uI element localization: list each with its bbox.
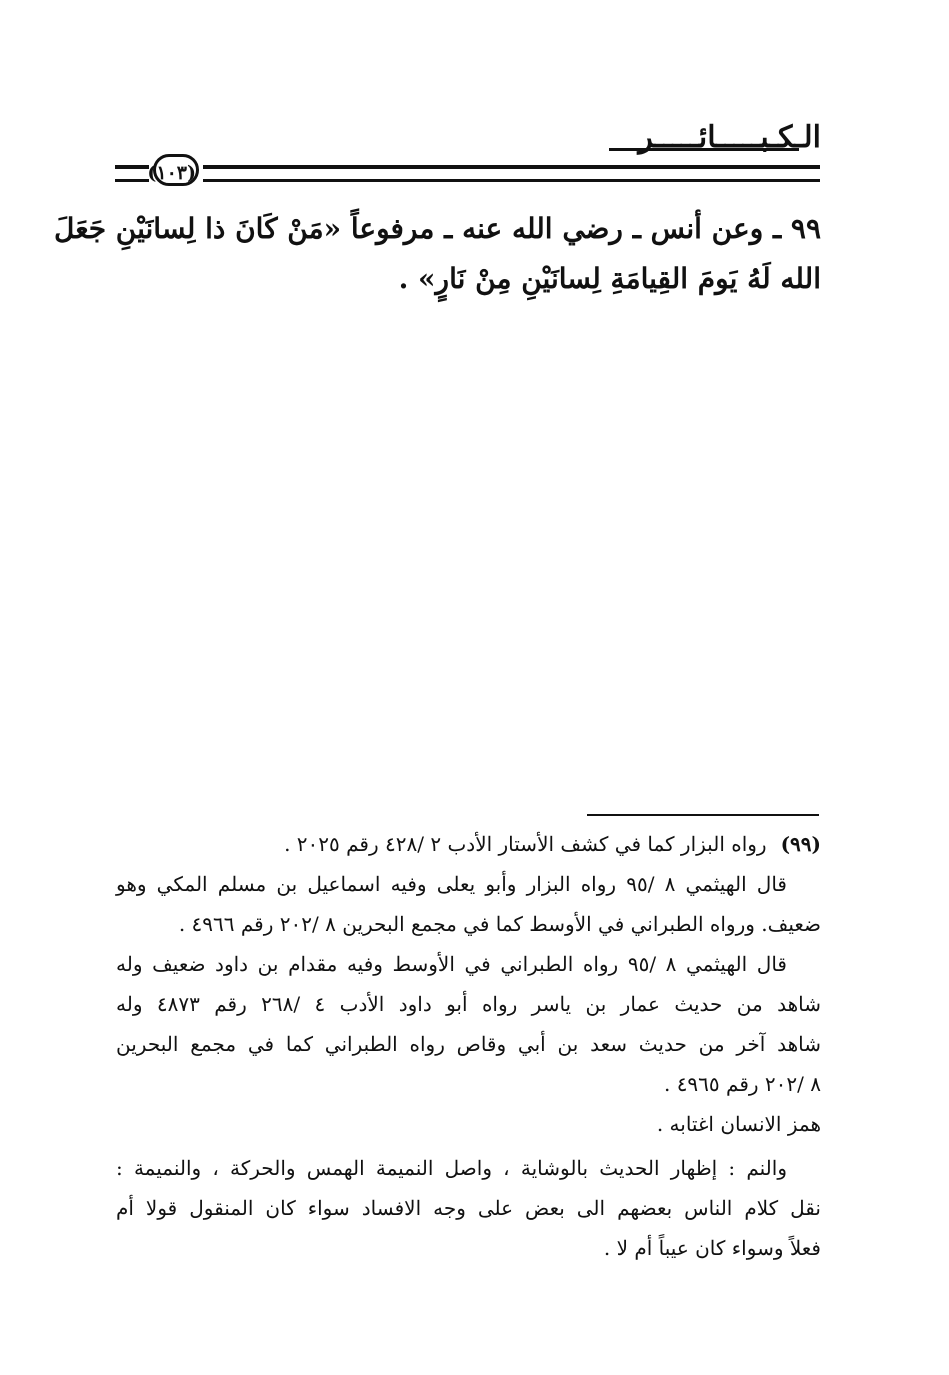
footnote-line-5: شاهد من حديث عمار بن ياسر رواه أبو داود الأدب ٤ /٢٦٨ رقم ٤٨٧٣ وله <box>116 992 821 1016</box>
footnote-line-8: همز الانسان اغتابه . <box>656 1112 821 1136</box>
header-rule-right <box>203 165 820 182</box>
footnote-separator <box>587 814 819 816</box>
footnote-line-10: نقل كلام الناس بعضهم الى بعض على وجه الافساد سواء كان المنقول قولا أم <box>116 1196 821 1220</box>
footnote-line-3: ضعيف. ورواه الطبراني في الأوسط كما في مجمع البحرين ٨ /٢٠٢ رقم ٤٩٦٦ . <box>178 912 821 936</box>
footnote-line-9: والنم : إظهار الحديث بالوشاية ، واصل النميمة الهمس والحركة ، والنميمة : <box>116 1156 787 1180</box>
footnote-ref: (٩٩) <box>780 832 821 856</box>
hadith-text <box>53 204 821 304</box>
footnotes <box>116 824 821 1268</box>
footnote-text: رواه البزار كما في كشف الأستار الأدب ٢ /٤٢٨ رقم ٢٠٢٥ . <box>284 832 767 856</box>
hadith-line-2: الله لَهُ يَومَ القِيامَةِ لِسانَيْنِ مِنْ نَارٍ» . <box>398 262 821 295</box>
page-number: (١٠٣) <box>153 154 199 186</box>
footnote-line-1 <box>116 824 821 864</box>
footnote-line-4: قال الهيثمي ٨ /٩٥ رواه الطبراني في الأوسط وفيه مقدام بن داود ضعيف وله <box>116 952 787 976</box>
header-rule <box>115 160 820 184</box>
footnote-line-7: ٨ /٢٠٢ رقم ٤٩٦٥ . <box>663 1072 821 1096</box>
footnote-line-6: شاهد آخر من حديث سعد بن أبي وقاص رواه الطبراني كما في مجمع البحرين <box>116 1032 821 1056</box>
footnote-line-11: فعلاً وسواء كان عيباً أم لا . <box>603 1236 821 1260</box>
hadith-line-1: ٩٩ ـ وعن أنس ـ رضي الله عنه ـ مرفوعاً «مَنْ كَانَ ذا لِسانَيْنِ جَعَلَ <box>53 212 821 245</box>
running-title-underline <box>609 148 799 151</box>
running-title: الـكـبـــــائـــــر <box>638 120 821 155</box>
header-rule-left <box>115 165 149 182</box>
footnote-line-2: قال الهيثمي ٨ /٩٥ رواه البزار وأبو يعلى وفيه اسماعيل بن مسلم المكي وهو <box>116 872 787 896</box>
